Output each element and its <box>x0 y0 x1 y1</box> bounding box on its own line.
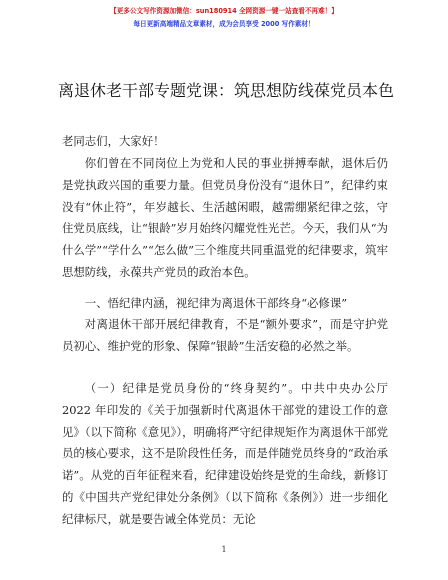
document-title: 离退休老干部专题党课：筑思想防线葆党员本色 <box>58 81 395 100</box>
greeting: 老同志们，大家好！ <box>62 134 165 148</box>
page-number: 1 <box>221 545 227 554</box>
paragraph-3: （一）纪律是党员身份的“终身契约”。中共中央办公厅 2022 年印发的《关于加强新时代离退休干部党的建设工作的意见》（以下简称《意见》），明确将严守纪律规矩作为离退休干部党员的核心要求，这不是阶段性任务，而是伴随党员终身的“政治承诺”。从党的百年征程来看，纪律建设始终是党的生命线，新修订的《中国共产党纪律处分条例》（以下简称《条例》）进一步细化纪律标尺，就是要告诫全体党员：无论 <box>62 381 388 526</box>
paragraph-2: 对离退休干部开展纪律教育，不是“额外要求”，而是守护党员初心、维护党的形象、保障“银龄”生活安稳的必然之举。 <box>62 317 388 353</box>
section-heading-1: 一、悟纪律内涵，视纪律为离退休干部终身“必修课” <box>84 296 348 310</box>
paragraph-intro: 你们曾在不同岗位上为党和人民的事业拼搏奉献，退休后仍是党执政兴国的重要力量。但党员身份没有“退休日”，纪律约束没有“休止符”，年岁越长、生活越闲暇，越需绷紧纪律之弦，守住党员底线，让“银龄”岁月始终闪耀党性光芒。今天，我们从“为什么学”“学什么”“怎么做”三个维度共同重温党的纪律要求，筑牢思想防线，永葆共产党员的政治本色。 <box>62 156 388 279</box>
promo-banner-blue: 每日更新高端精品文章素材，成为会员享受 2000 写作素材！ <box>133 20 315 28</box>
promo-banner-red: 【更多公文写作资源加微信：sun180914 全网资源一键一站查看不再难！】 <box>110 7 338 15</box>
